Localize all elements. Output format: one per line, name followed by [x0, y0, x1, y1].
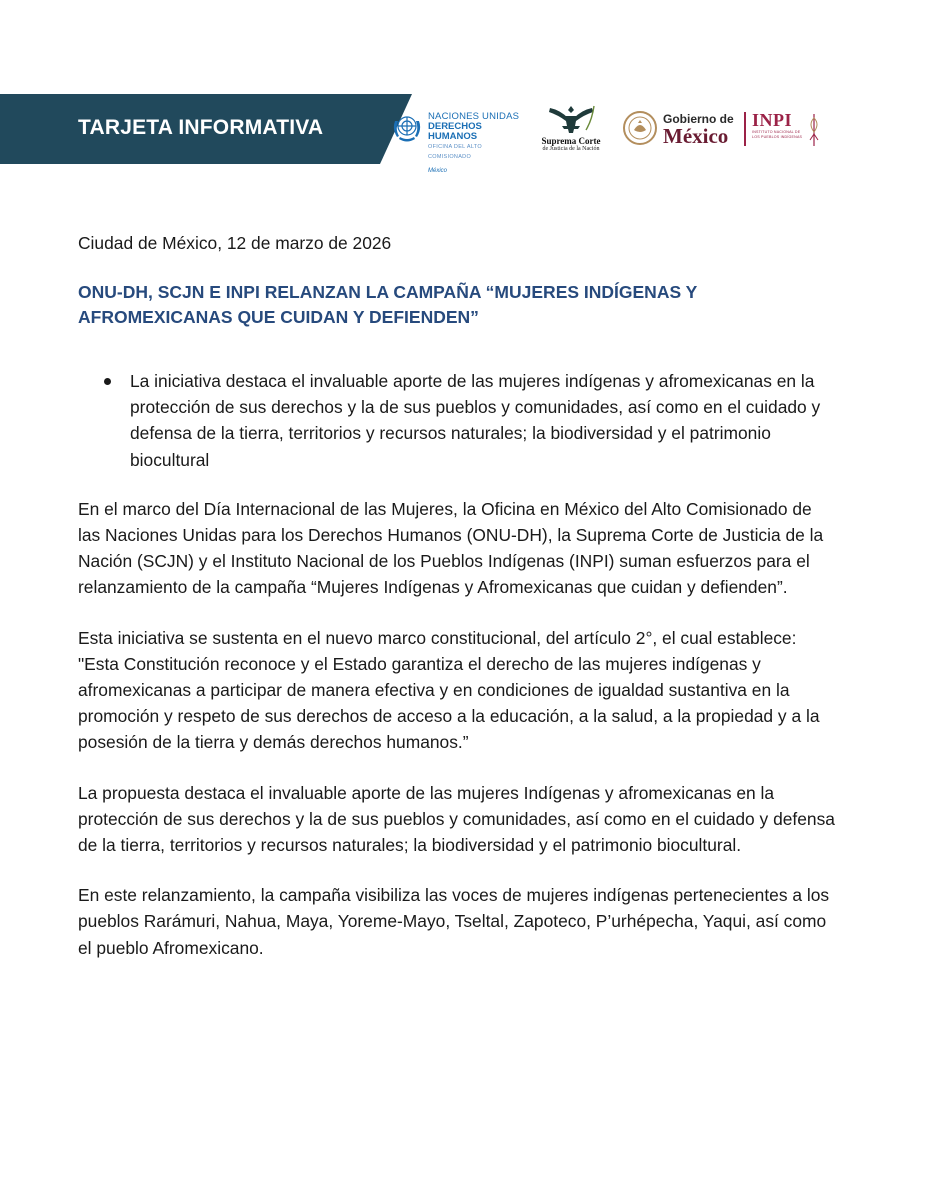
bullet-list [78, 368, 838, 473]
inpi-logo [752, 110, 824, 152]
header-banner [0, 94, 927, 174]
feather-icon [806, 112, 822, 148]
paragraph-4: En este relanzamiento, la campaña visibiliza las voces de mujeres indígenas pertenecientes a los pueblos Rarámuri, Nahua, Maya, Yoreme-Mayo, Tseltal, Zapoteco, P’urhépecha, Yaqui, así como el pueblo Afromexicano. [78, 885, 830, 958]
gobierno-de-mexico-logo [622, 108, 740, 152]
un-logo-line1: NACIONES UNIDAS [428, 111, 520, 122]
bullet-text: La iniciativa destaca el invaluable aporte de las mujeres indígenas y afromexicanas en la protección de sus derechos y la de sus pueblos y comunidades, así como en el cuidado y defensa de la tierra, territorios y recursos naturales; la biodiversidad y el patrimonio biocultural [130, 371, 821, 470]
scjn-logo [536, 102, 606, 162]
inpi-logo-line2: INSTITUTO NACIONAL DE LOS PUEBLOS INDÍGENAS [752, 130, 803, 139]
scjn-logo-line2: de Justicia de la Nación [542, 146, 600, 152]
inpi-logo-line1: INPI [752, 110, 793, 130]
gobierno-logo-line1: Gobierno de [663, 112, 734, 126]
banner-bar [0, 94, 380, 164]
document-date: Ciudad de México, 12 de marzo de 2026 [78, 233, 392, 253]
logo-separator [744, 112, 746, 146]
un-logo-line4: México [428, 168, 448, 174]
un-human-rights-logo [390, 108, 520, 174]
banner-title: TARJETA INFORMATIVA [78, 116, 324, 139]
gobierno-logo-line2: México [663, 124, 729, 148]
bullet-item [78, 368, 838, 473]
un-emblem-icon [390, 111, 424, 145]
scjn-logo-line1: Suprema Corte [541, 136, 601, 146]
un-logo-line2: DERECHOS HUMANOS [428, 121, 482, 142]
document-body [78, 230, 838, 961]
bullet-dot-icon [104, 378, 111, 385]
un-logo-line3: OFICINA DEL ALTO COMISIONADO [428, 144, 482, 160]
paragraph-1: En el marco del Día Internacional de las Mujeres, la Oficina en México del Alto Comisionado de las Naciones Unidas para los Derechos Humanos (ONU-DH), la Suprema Corte de Justicia de la Nación (SCJN) y el Instituto Nacional de los Pueblos Indígenas (INPI) suman esfuerzos para el relanzamiento de la campaña “Mujeres Indígenas y Afromexicanas que cuidan y defienden”. [78, 498, 824, 598]
document-headline: ONU-DH, SCJN E INPI RELANZAN LA CAMPAÑA “MUJERES INDÍGENAS Y AFROMEXICANAS QUE CUIDAN Y DEFIENDEN” [78, 282, 698, 327]
paragraph-3: La propuesta destaca el invaluable aporte de las mujeres Indígenas y afromexicanas en la protección de sus derechos y la de sus pueblos y comunidades, así como en el cuidado y defensa de la tierra, territorios y recursos naturales; la biodiversidad y el patrimonio biocultural. [78, 782, 835, 856]
paragraph-2: Esta iniciativa se sustenta en el nuevo marco constitucional, del artículo 2°, el cual establece: "Esta Constitución reconoce y el Estado garantiza el derecho de las mujeres indígenas y afromexicanas a participar de manera efectiva y en condiciones de igualdad sustantiva en la promoción y respeto de sus derechos de acceso a la educación, a la salud, a la propiedad y a la posesión de la tierra y demás derechos humanos.” [78, 627, 820, 753]
eagle-emblem-icon [544, 102, 598, 134]
national-seal-icon [622, 110, 658, 146]
